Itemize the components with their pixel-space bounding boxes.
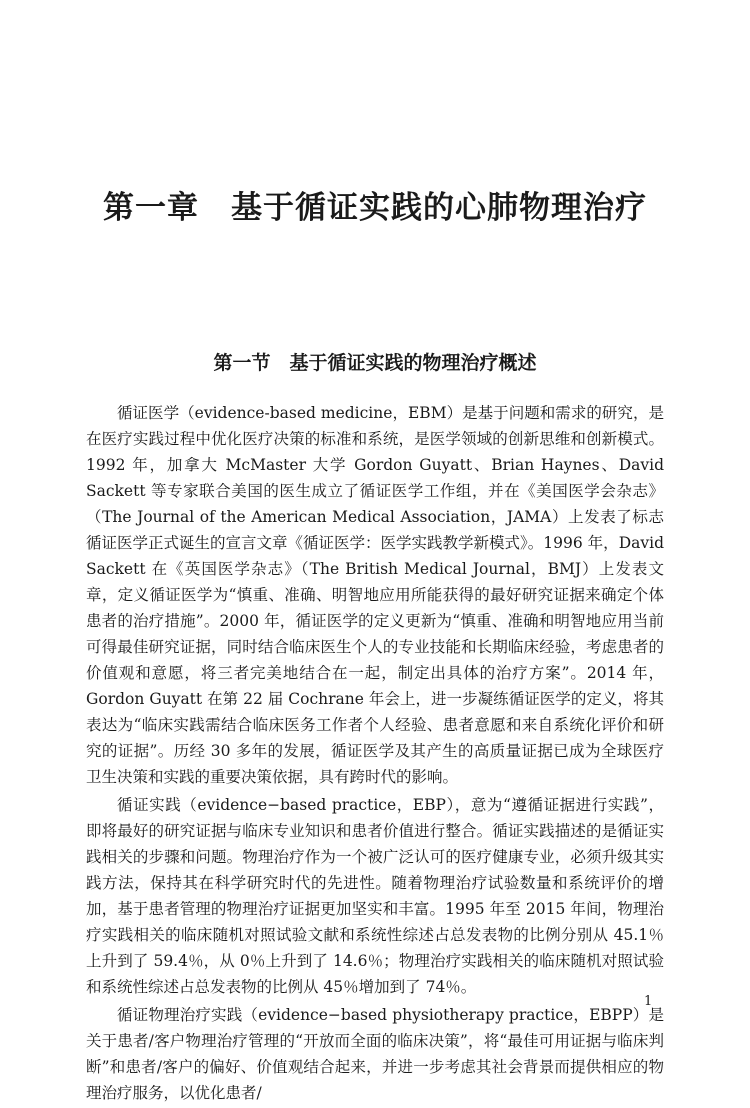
page-number: 1	[644, 994, 653, 1009]
chapter-title: 第一章 基于循证实践的心肺物理治疗	[103, 190, 647, 226]
paragraph-ebpp: 循证物理治疗实践（evidence−based physiotherapy practice，EBPP）是关于患者/客户物理治疗管理的“开放而全面的临床决策”，将“最佳可用证据与临床判断”和患者/客户的偏好、价值观结合起来，并进一步考虑其社会背景而提供相应的物理治疗服务，以优化患者/	[86, 1006, 664, 1102]
paragraph-ebp: 循证实践（evidence−based practice，EBP），意为“遵循证据进行实践”，即将最好的研究证据与临床专业知识和患者价值进行整合。循证实践描述的是循证实践相关的步骤和问题。物理治疗作为一个被广泛认可的医疗健康专业，必须升级其实践方法，保持其在科学研究时代的先进性。随着物理治疗试验数量和系统评价的增加，基于患者管理的物理治疗证据更加坚实和丰富。1995 年至 2015 年间，物理治疗实践相关的临床随机对照试验文献和系统性综述占总发表物的比例分别从 45.1％上升到了 59.4％，从 0％上升到了 14.6％；物理治疗实践相关的临床随机对照试验和系统性综述占总发表物的比例从 45％增加到了 74％。	[86, 796, 664, 996]
body-text	[86, 400, 664, 1108]
paragraph-ebm: 循证医学（evidence-based medicine，EBM）是基于问题和需求的研究，是在医疗实践过程中优化医疗决策的标准和系统，是医学领域的创新思维和创新模式。1992 年，加拿大 McMaster 大学 Gordon Guyatt、Brian Haynes、David Sackett 等专家联合美国的医生成立了循证医学工作组，并在《美国医学会杂志》（The Journal of the American Medical Association，JAMA）上发表了标志循证医学正式诞生的宣言文章《循证医学：医学实践教学新模式》。1996 年，David Sackett 在《英国医学杂志》（The British Medical Journal，BMJ）上发表文章，定义循证医学为“慎重、准确、明智地应用所能获得的最好研究证据来确定个体患者的治疗措施”。2000 年，循证医学的定义更新为“慎重、准确和明智地应用当前可得最佳研究证据，同时结合临床医生个人的专业技能和长期临床经验，考虑患者的价值观和意愿，将三者完美地结合在一起，制定出具体的治疗方案”。2014 年，Gordon Guyatt 在第 22 届 Cochrane 年会上，进一步凝练循证医学的定义，将其表达为“临床实践需结合临床医务工作者个人经验、患者意愿和来自系统化评价和研究的证据”。历经 30 多年的发展，循证医学及其产生的高质量证据已成为全球医疗卫生决策和实践的重要决策依据，具有跨时代的影响。	[86, 404, 664, 786]
section-title: 第一节 基于循证实践的物理治疗概述	[213, 352, 537, 374]
